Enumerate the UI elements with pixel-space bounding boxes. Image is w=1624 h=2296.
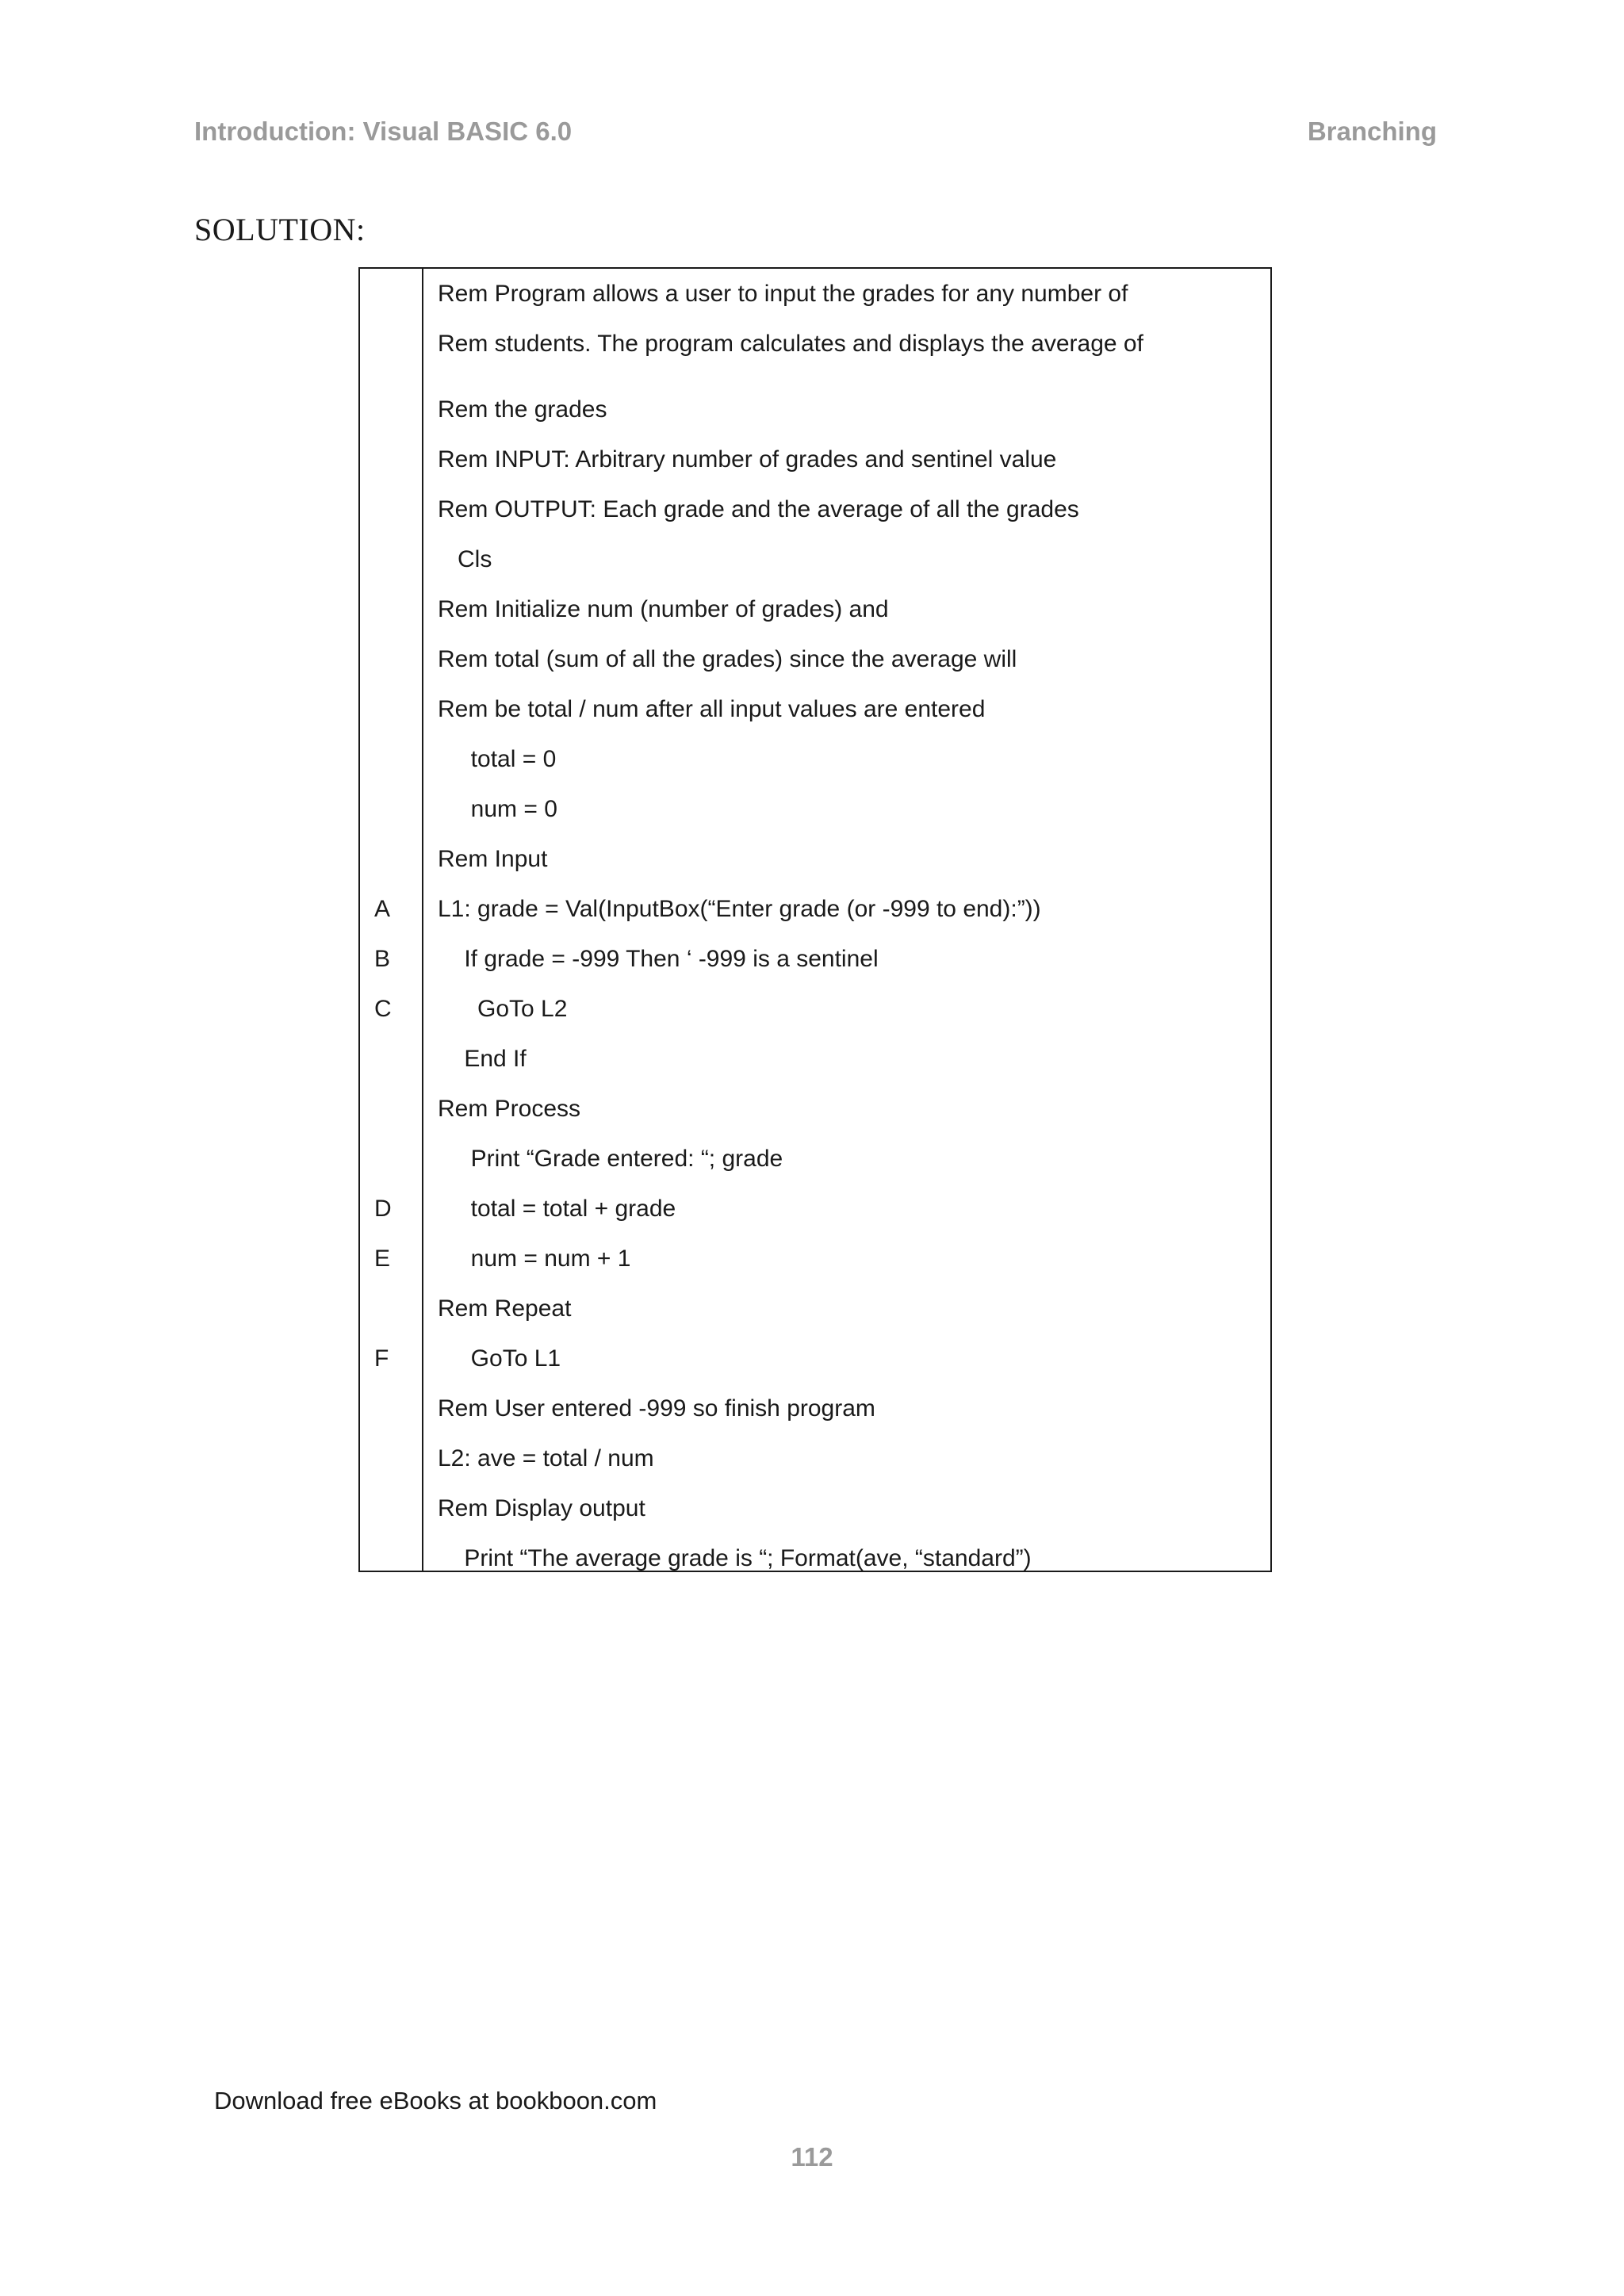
code-line: Rem Process [438,1096,581,1122]
row-label: F [374,1345,389,1372]
page-number: 112 [791,2142,833,2172]
code-line: Rem the grades [438,396,607,423]
download-note: Download free eBooks at bookboon.com [214,2087,657,2114]
code-line: GoTo L1 [438,1345,561,1372]
code-row [360,1541,1270,1576]
code-row [360,1092,1270,1127]
code-row [360,792,1270,827]
code-line: If grade = -999 Then ‘ -999 is a sentinel [438,946,879,972]
code-row [360,492,1270,527]
code-line: Cls [438,546,492,572]
code-row [360,1242,1270,1276]
code-line: Rem total (sum of all the grades) since the average will [438,646,1017,672]
code-line: Rem Initialize num (number of grades) and [438,596,889,622]
code-line: Rem OUTPUT: Each grade and the average of all the grades [438,496,1079,522]
code-row [360,892,1270,927]
code-row [360,592,1270,627]
code-row [360,327,1270,362]
code-row [360,642,1270,677]
chapter-title: Branching [1307,117,1437,146]
code-row [360,1292,1270,1326]
code-line: L2: ave = total / num [438,1445,654,1471]
solution-heading: SOLUTION: [194,212,366,247]
code-line: Rem INPUT: Arbitrary number of grades and sentinel value [438,446,1057,473]
code-row [360,1491,1270,1526]
code-line: Rem students. The program calculates and displays the average of [438,331,1143,357]
code-row [360,1391,1270,1426]
code-row [360,1441,1270,1476]
code-table [358,267,1272,1572]
code-line: Print “Grade entered: “; grade [438,1146,783,1172]
code-line: GoTo L2 [438,996,568,1022]
code-row [360,1341,1270,1376]
code-line: Rem Display output [438,1495,645,1521]
code-row [360,542,1270,577]
code-row [360,992,1270,1027]
code-line: Rem Input [438,846,548,872]
code-line: num = 0 [438,796,557,822]
page-header [194,114,1437,149]
code-line: Rem Program allows a user to input the grades for any number of [438,281,1128,307]
code-line: Rem User entered -999 so finish program [438,1395,875,1422]
code-line: L1: grade = Val(InputBox(“Enter grade (or -999 to end):”)) [438,896,1041,922]
code-row [360,1192,1270,1226]
row-label: C [374,996,392,1022]
row-label: A [374,896,391,922]
code-line: Rem Repeat [438,1295,572,1322]
code-row [360,1042,1270,1077]
code-row [360,442,1270,477]
code-line: num = num + 1 [438,1246,631,1272]
code-row [360,692,1270,727]
code-row [360,1142,1270,1177]
row-label: E [374,1246,391,1272]
row-label: D [374,1196,392,1222]
code-line: Rem be total / num after all input values are entered [438,696,986,722]
row-label: B [374,946,391,972]
code-row [360,392,1270,427]
code-row [360,842,1270,877]
code-row [360,742,1270,777]
code-line: Print “The average grade is “; Format(ave, “standard”) [438,1545,1032,1571]
code-row [360,942,1270,977]
code-line: total = total + grade [438,1196,676,1222]
code-line: End If [438,1046,527,1072]
code-line: total = 0 [438,746,557,772]
book-title: Introduction: Visual BASIC 6.0 [194,117,573,146]
code-row [360,277,1270,312]
